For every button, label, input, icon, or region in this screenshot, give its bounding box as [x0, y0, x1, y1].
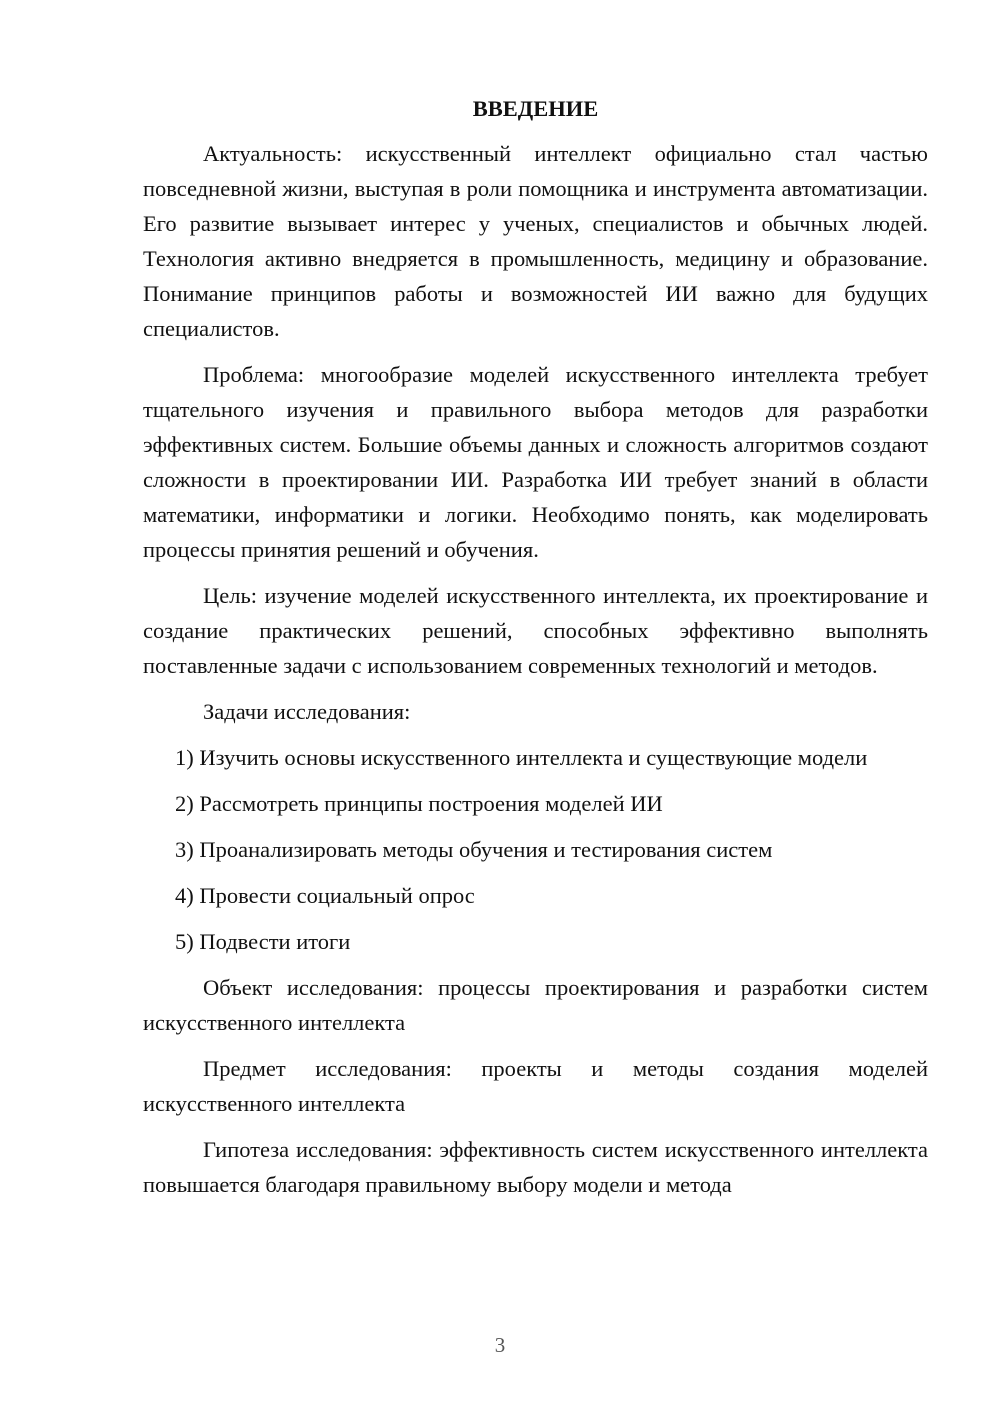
paragraph-hypothesis: Гипотеза исследования: эффективность систем искусственного интеллекта повышается благодаря правильному выбору модели и метода: [143, 1137, 928, 1197]
paragraph-subject: Предмет исследования: проекты и методы создания моделей искусственного интеллекта: [143, 1056, 928, 1116]
page-number: 3: [494, 1333, 506, 1357]
page-content: [143, 91, 928, 1213]
task-item-5: 5) Подвести итоги: [175, 929, 351, 954]
paragraph-relevance: Актуальность: искусственный интеллект официально стал частью повседневной жизни, выступая в роли помощника и инструмента автоматизации. Его развитие вызывает интерес у ученых, специалистов и обычных людей. Технология активно внедряется в промышленность, медицину и образование. Понимание принципов работы и возможностей ИИ важно для будущих специалистов.: [143, 141, 928, 341]
tasks-heading: Задачи исследования:: [203, 699, 411, 724]
paragraph-goal: Цель: изучение моделей искусственного интеллекта, их проектирование и создание практических решений, способных эффективно выполнять поставленные задачи с использованием современных технологий и методов.: [143, 583, 928, 678]
task-item-2: 2) Рассмотреть принципы построения моделей ИИ: [175, 791, 663, 816]
paragraph-object: Объект исследования: процессы проектирования и разработки систем искусственного интеллекта: [143, 975, 928, 1035]
section-title: ВВЕДЕНИЕ: [472, 96, 599, 121]
task-item-3: 3) Проанализировать методы обучения и тестирования систем: [175, 837, 773, 862]
task-item-1: 1) Изучить основы искусственного интеллекта и существующие модели: [175, 745, 868, 770]
paragraph-problem: Проблема: многообразие моделей искусственного интеллекта требует тщательного изучения и правильного выбора методов для разработки эффективных систем. Большие объемы данных и сложность алгоритмов создают сложности в проектировании ИИ. Разработка ИИ требует знаний в области математики, информатики и логики. Необходимо понять, как моделировать процессы принятия решений и обучения.: [143, 362, 928, 562]
task-item-4: 4) Провести социальный опрос: [175, 883, 475, 908]
